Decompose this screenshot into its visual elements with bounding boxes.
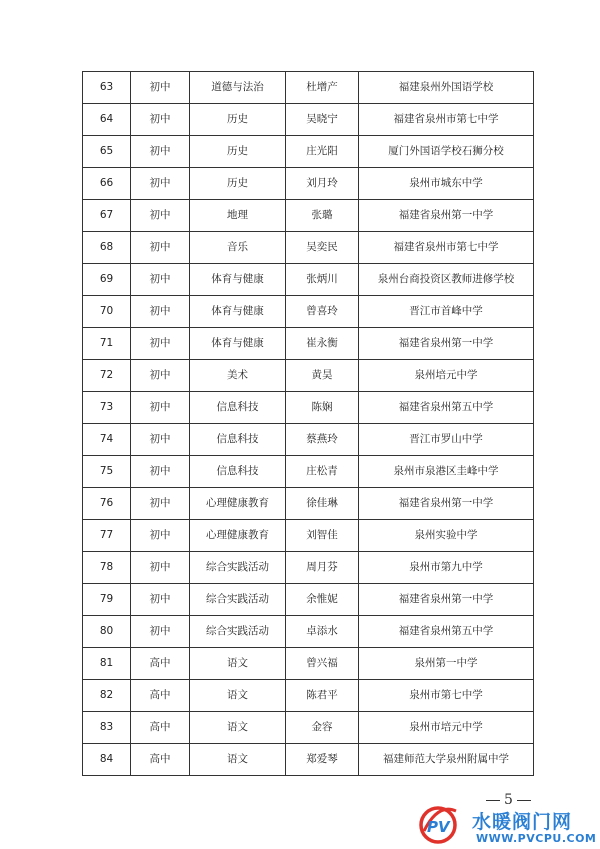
page-number-value: 5 bbox=[504, 792, 513, 808]
row-number-cell: 72 bbox=[83, 360, 131, 392]
school-name-cell: 厦门外国语学校石狮分校 bbox=[359, 136, 534, 168]
row-number-cell: 78 bbox=[83, 552, 131, 584]
teacher-name-cell: 刘智佳 bbox=[286, 520, 359, 552]
school-name-cell: 福建省泉州第一中学 bbox=[359, 488, 534, 520]
school-name-cell: 晋江市首峰中学 bbox=[359, 296, 534, 328]
row-number-cell: 73 bbox=[83, 392, 131, 424]
school-level-cell: 初中 bbox=[131, 616, 190, 648]
watermark-title: 水暖阀门网 bbox=[472, 811, 573, 833]
table-row bbox=[83, 648, 534, 680]
teacher-name-cell: 陈君平 bbox=[286, 680, 359, 712]
subject-cell: 语文 bbox=[190, 680, 286, 712]
teacher-name-cell: 周月芬 bbox=[286, 552, 359, 584]
table-row bbox=[83, 712, 534, 744]
watermark-url: WWW.PVCPU.COM bbox=[476, 832, 597, 845]
school-name-cell: 泉州市培元中学 bbox=[359, 712, 534, 744]
row-number-cell: 66 bbox=[83, 168, 131, 200]
table-row bbox=[83, 360, 534, 392]
table-row bbox=[83, 264, 534, 296]
teacher-name-cell: 庄松青 bbox=[286, 456, 359, 488]
school-level-cell: 初中 bbox=[131, 104, 190, 136]
teacher-name-cell: 徐佳琳 bbox=[286, 488, 359, 520]
table-row bbox=[83, 456, 534, 488]
school-level-cell: 初中 bbox=[131, 328, 190, 360]
school-name-cell: 福建省泉州第五中学 bbox=[359, 392, 534, 424]
table-row bbox=[83, 680, 534, 712]
teacher-name-cell: 吴奕民 bbox=[286, 232, 359, 264]
subject-cell: 综合实践活动 bbox=[190, 584, 286, 616]
pv-logo-icon bbox=[416, 801, 460, 845]
teacher-name-cell: 曾兴福 bbox=[286, 648, 359, 680]
school-level-cell: 初中 bbox=[131, 456, 190, 488]
subject-cell: 信息科技 bbox=[190, 456, 286, 488]
table-row bbox=[83, 232, 534, 264]
subject-cell: 道德与法治 bbox=[190, 72, 286, 104]
teacher-name-cell: 杜增产 bbox=[286, 72, 359, 104]
subject-cell: 综合实践活动 bbox=[190, 552, 286, 584]
row-number-cell: 82 bbox=[83, 680, 131, 712]
teacher-name-cell: 刘月玲 bbox=[286, 168, 359, 200]
school-name-cell: 泉州培元中学 bbox=[359, 360, 534, 392]
school-name-cell: 晋江市罗山中学 bbox=[359, 424, 534, 456]
subject-cell: 语文 bbox=[190, 648, 286, 680]
table-row bbox=[83, 520, 534, 552]
school-level-cell: 初中 bbox=[131, 264, 190, 296]
teacher-name-cell: 吴晓宁 bbox=[286, 104, 359, 136]
school-name-cell: 泉州实验中学 bbox=[359, 520, 534, 552]
school-level-cell: 初中 bbox=[131, 136, 190, 168]
roster-table bbox=[82, 71, 534, 776]
school-name-cell: 福建省泉州第一中学 bbox=[359, 200, 534, 232]
subject-cell: 语文 bbox=[190, 712, 286, 744]
row-number-cell: 64 bbox=[83, 104, 131, 136]
row-number-cell: 65 bbox=[83, 136, 131, 168]
subject-cell: 地理 bbox=[190, 200, 286, 232]
subject-cell: 综合实践活动 bbox=[190, 616, 286, 648]
school-name-cell: 福建省泉州第一中学 bbox=[359, 328, 534, 360]
table-row bbox=[83, 488, 534, 520]
school-name-cell: 泉州台商投资区教师进修学校 bbox=[359, 264, 534, 296]
teacher-name-cell: 曾喜玲 bbox=[286, 296, 359, 328]
pv-logo-text: PV bbox=[427, 818, 450, 836]
row-number-cell: 63 bbox=[83, 72, 131, 104]
teacher-name-cell: 崔永衡 bbox=[286, 328, 359, 360]
row-number-cell: 69 bbox=[83, 264, 131, 296]
school-name-cell: 泉州市城东中学 bbox=[359, 168, 534, 200]
teacher-name-cell: 陈娴 bbox=[286, 392, 359, 424]
subject-cell: 信息科技 bbox=[190, 424, 286, 456]
row-number-cell: 76 bbox=[83, 488, 131, 520]
subject-cell: 体育与健康 bbox=[190, 328, 286, 360]
subject-cell: 体育与健康 bbox=[190, 264, 286, 296]
row-number-cell: 83 bbox=[83, 712, 131, 744]
school-level-cell: 初中 bbox=[131, 552, 190, 584]
school-level-cell: 初中 bbox=[131, 360, 190, 392]
school-name-cell: 福建省泉州市第七中学 bbox=[359, 232, 534, 264]
row-number-cell: 71 bbox=[83, 328, 131, 360]
teacher-name-cell: 金容 bbox=[286, 712, 359, 744]
teacher-name-cell: 黄昊 bbox=[286, 360, 359, 392]
row-number-cell: 84 bbox=[83, 744, 131, 776]
school-level-cell: 高中 bbox=[131, 648, 190, 680]
school-level-cell: 初中 bbox=[131, 584, 190, 616]
table-row bbox=[83, 136, 534, 168]
subject-cell: 历史 bbox=[190, 168, 286, 200]
school-name-cell: 泉州市第九中学 bbox=[359, 552, 534, 584]
row-number-cell: 70 bbox=[83, 296, 131, 328]
school-name-cell: 福建省泉州市第七中学 bbox=[359, 104, 534, 136]
teacher-name-cell: 庄光阳 bbox=[286, 136, 359, 168]
table-row bbox=[83, 104, 534, 136]
subject-cell: 历史 bbox=[190, 104, 286, 136]
school-name-cell: 泉州市第七中学 bbox=[359, 680, 534, 712]
school-level-cell: 初中 bbox=[131, 392, 190, 424]
school-level-cell: 初中 bbox=[131, 232, 190, 264]
school-name-cell: 福建省泉州第一中学 bbox=[359, 584, 534, 616]
subject-cell: 历史 bbox=[190, 136, 286, 168]
school-level-cell: 高中 bbox=[131, 680, 190, 712]
school-level-cell: 初中 bbox=[131, 488, 190, 520]
school-level-cell: 高中 bbox=[131, 712, 190, 744]
site-watermark bbox=[414, 801, 600, 849]
subject-cell: 美术 bbox=[190, 360, 286, 392]
teacher-name-cell: 张璐 bbox=[286, 200, 359, 232]
school-name-cell: 福建泉州外国语学校 bbox=[359, 72, 534, 104]
school-level-cell: 高中 bbox=[131, 744, 190, 776]
table-row bbox=[83, 296, 534, 328]
school-level-cell: 初中 bbox=[131, 520, 190, 552]
teacher-name-cell: 卓添水 bbox=[286, 616, 359, 648]
subject-cell: 信息科技 bbox=[190, 392, 286, 424]
row-number-cell: 75 bbox=[83, 456, 131, 488]
table-row bbox=[83, 168, 534, 200]
row-number-cell: 80 bbox=[83, 616, 131, 648]
table-row bbox=[83, 552, 534, 584]
table-row bbox=[83, 616, 534, 648]
row-number-cell: 81 bbox=[83, 648, 131, 680]
table-row bbox=[83, 584, 534, 616]
teacher-name-cell: 蔡燕玲 bbox=[286, 424, 359, 456]
row-number-cell: 68 bbox=[83, 232, 131, 264]
table-row bbox=[83, 392, 534, 424]
roster-table-body bbox=[83, 72, 534, 776]
row-number-cell: 74 bbox=[83, 424, 131, 456]
subject-cell: 心理健康教育 bbox=[190, 520, 286, 552]
teacher-name-cell: 郑爱琴 bbox=[286, 744, 359, 776]
table-row bbox=[83, 200, 534, 232]
school-name-cell: 福建师范大学泉州附属中学 bbox=[359, 744, 534, 776]
subject-cell: 语文 bbox=[190, 744, 286, 776]
subject-cell: 体育与健康 bbox=[190, 296, 286, 328]
row-number-cell: 79 bbox=[83, 584, 131, 616]
roster-table-container bbox=[82, 71, 533, 776]
school-level-cell: 初中 bbox=[131, 168, 190, 200]
row-number-cell: 67 bbox=[83, 200, 131, 232]
school-level-cell: 初中 bbox=[131, 200, 190, 232]
school-level-cell: 初中 bbox=[131, 296, 190, 328]
subject-cell: 心理健康教育 bbox=[190, 488, 286, 520]
table-row bbox=[83, 328, 534, 360]
school-name-cell: 福建省泉州第五中学 bbox=[359, 616, 534, 648]
table-row bbox=[83, 424, 534, 456]
school-level-cell: 初中 bbox=[131, 424, 190, 456]
row-number-cell: 77 bbox=[83, 520, 131, 552]
table-row bbox=[83, 72, 534, 104]
table-row bbox=[83, 744, 534, 776]
school-name-cell: 泉州市泉港区圭峰中学 bbox=[359, 456, 534, 488]
teacher-name-cell: 张炳川 bbox=[286, 264, 359, 296]
school-level-cell: 初中 bbox=[131, 72, 190, 104]
teacher-name-cell: 余惟妮 bbox=[286, 584, 359, 616]
school-name-cell: 泉州第一中学 bbox=[359, 648, 534, 680]
subject-cell: 音乐 bbox=[190, 232, 286, 264]
